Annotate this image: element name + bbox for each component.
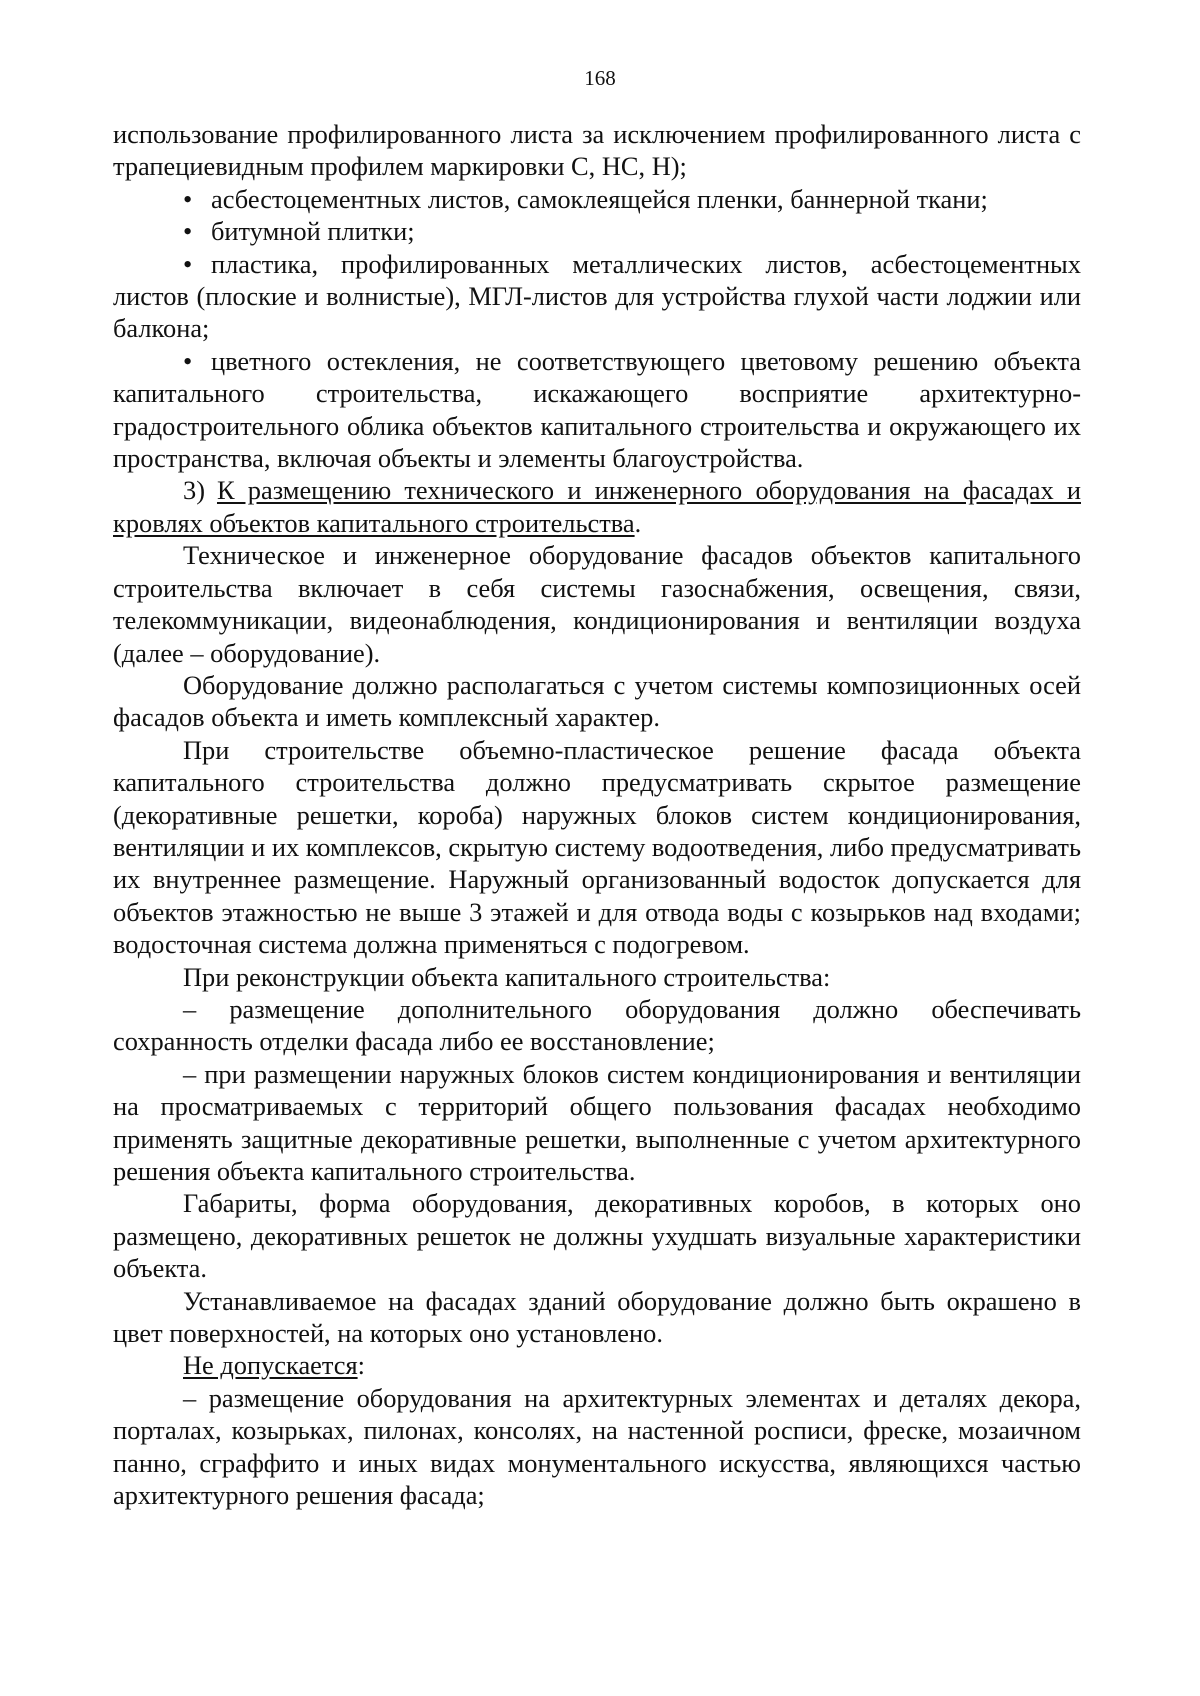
paragraph-text: – размещение оборудования на архитектурных элементах и деталях декора, порталах, козырьках, пилонах, консолях, на настенной росписи, фреске, мозаичном панно, сграффито и иных видах монументального искусства, являющихся частью архитектурного решения фасада; <box>113 1382 1081 1511</box>
paragraph <box>113 669 1081 734</box>
paragraph-text: Техническое и инженерное оборудование фасадов объектов капитального строительства включает в себя системы газоснабжения, освещения, связи, телекоммуникации, видеонаблюдения, кондиционирования и вентиляции воздуха (далее – оборудование). <box>113 540 1081 668</box>
bullet-item <box>113 345 1081 475</box>
paragraph <box>113 1187 1081 1284</box>
bullet-item <box>113 248 1081 345</box>
paragraph-text: Оборудование должно располагаться с учетом системы композиционных осей фасадов объекта и иметь комплексный характер. <box>113 669 1081 733</box>
bullet-item <box>113 215 1081 247</box>
bullet-item <box>113 183 1081 215</box>
dash-item <box>113 993 1081 1058</box>
dash-item <box>113 1058 1081 1188</box>
paragraph-continuation <box>113 118 1081 183</box>
page-number: 168 <box>584 66 616 90</box>
paragraph-text: При строительстве объемно-пластическое решение фасада объекта капитального строительства должно предусматривать скрытое размещение (декоративные решетки, короба) наружных блоков систем кондиционирования, вентиляции и их комплексов, скрытую систему водоотведения, либо предусматривать их внутреннее размещение. Наружный организованный водосток допускается для объектов этажностью не выше 3 этажей и для отвода воды с козырьков над входами; водосточная система должна применяться с подогревом. <box>113 734 1081 960</box>
bullet-text: битумной плитки; <box>211 216 415 247</box>
section-number: 3) <box>183 475 205 506</box>
dash-item <box>113 1382 1081 1512</box>
bullet-text: асбестоцементных листов, самоклеящейся пленки, баннерной ткани; <box>211 183 988 214</box>
paragraph-text: – размещение дополнительного оборудования должно обеспечивать сохранность отделки фасада либо ее восстановление; <box>113 993 1081 1057</box>
document-body <box>113 118 1081 1511</box>
paragraph <box>113 734 1081 961</box>
bullet-marker: • <box>183 345 193 376</box>
paragraph-text: Устанавливаемое на фасадах зданий оборудование должно быть окрашено в цвет поверхностей, на которых оно установлено. <box>113 1285 1081 1349</box>
section-heading-text: К размещению технического и инженерного оборудования на фасадах и кровлях объектов капитального строительства <box>113 475 1081 538</box>
paragraph-text: – при размещении наружных блоков систем кондиционирования и вентиляции на просматриваемых с территорий общего пользования фасадах необходимо применять защитные декоративные решетки, выполненные с учетом архитектурного решения объекта капитального строительства. <box>113 1058 1081 1186</box>
paragraph-text: При реконструкции объекта капитального строительства: <box>183 961 831 992</box>
paragraph <box>113 1285 1081 1350</box>
paragraph-text: использование профилированного листа за исключением профилированного листа с трапециевидным профилем маркировки С, НС, Н); <box>113 119 1081 182</box>
subheading <box>113 1349 1081 1381</box>
subheading-tail: : <box>357 1350 365 1381</box>
section-heading-tail: . <box>634 507 642 538</box>
paragraph <box>113 539 1081 669</box>
bullet-marker: • <box>183 248 193 279</box>
section-heading <box>113 474 1081 539</box>
bullet-text: пластика, профилированных металлических листов, асбестоцементных листов (плоские и волнистые), МГЛ-листов для устройства глухой части лоджии или балкона; <box>113 248 1081 344</box>
subheading-text: Не допускается <box>183 1350 358 1381</box>
bullet-marker: • <box>183 183 193 214</box>
paragraph-text: Габариты, форма оборудования, декоративных коробов, в которых оно размещено, декоративных решеток не должны ухудшать визуальные характеристики объекта. <box>113 1188 1081 1284</box>
paragraph <box>113 961 1081 993</box>
bullet-text: цветного остекления, не соответствующего цветовому решению объекта капитального строительства, искажающего восприятие архитектурно-градостроительного облика объектов капитального строительства и окружающего их пространства, включая объекты и элементы благоустройства. <box>113 345 1081 474</box>
bullet-marker: • <box>183 216 193 247</box>
